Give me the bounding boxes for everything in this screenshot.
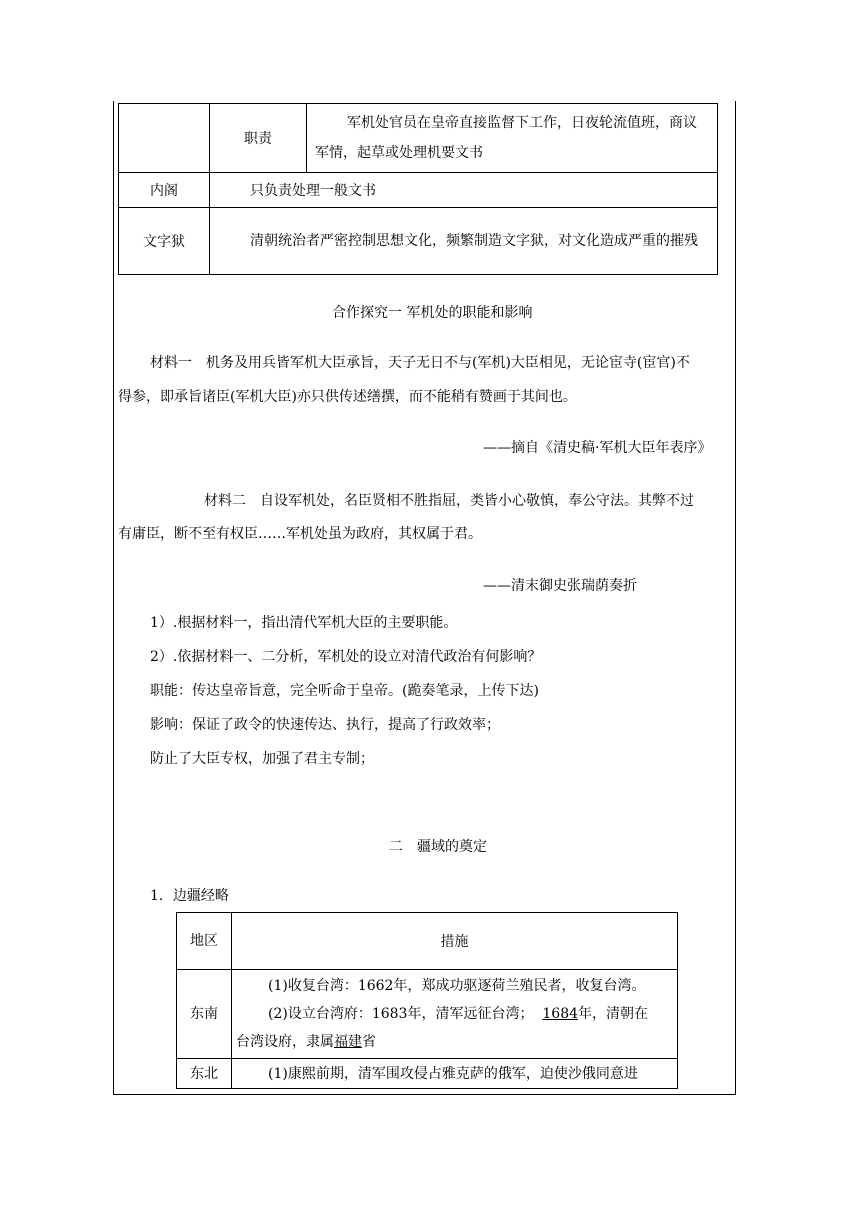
region-southeast	[177, 970, 232, 1059]
material1-source: ——摘自《清史稿·军机大臣年表序》	[483, 440, 712, 456]
southeast-item-3-tail: 省	[362, 1034, 376, 1050]
material2-line1-text: 材料二 自设军机处，名臣贤相不胜指屈，类皆小心敬慎，奉公守法。其弊不过	[204, 493, 694, 509]
southeast-item-2	[236, 1000, 673, 1028]
table-cell-cabinet-text: 只负责处理一般文书	[210, 173, 718, 208]
southeast-item-3	[236, 1028, 673, 1056]
southeast-item-2-tail: 年，清朝在	[578, 1006, 649, 1022]
answer-impact-2: 防止了大臣专权，加强了君主专制；	[150, 751, 374, 767]
section-heading: 合作探究一 军机处的职能和影响	[332, 305, 533, 321]
question-2: 2）.依据材料一、二分析，军机处的设立对清代政治有何影响？	[150, 649, 542, 665]
southeast-item-3-text: 台湾设府，隶属	[236, 1034, 334, 1050]
table-row	[119, 173, 718, 208]
material2-line2: 有庸臣，断不至有权臣……军机处虽为政府，其权属于君。	[118, 526, 482, 542]
province-fujian: 福建	[334, 1034, 362, 1050]
northeast-item-1: (1)康熙前期，清军围攻侵占雅克萨的俄军，迫使沙俄同意进	[232, 1059, 678, 1089]
answer-impact: 影响：保证了政令的快速传达、执行，提高了行政效率；	[150, 717, 500, 733]
subsection-heading: 1．边疆经略	[150, 888, 229, 904]
section-heading-2: 二 疆域的奠定	[389, 839, 487, 855]
question-1: 1）.根据材料一，指出清代军机大臣的主要职能。	[150, 615, 458, 631]
answer-duty: 职能：传达皇帝旨意，完全听命于皇帝。(跪奏笔录，上传下达)	[150, 683, 539, 699]
table-cell-literary-text: 清朝统治者严密控制思想文化，频繁制造文字狱，对文化造成严重的摧残	[210, 208, 718, 275]
header-region-text: 地区	[190, 933, 218, 949]
table-cell-duty-label: 职责	[210, 104, 307, 173]
header-region	[177, 913, 232, 970]
southeast-item-2-text: (2)设立台湾府：1683年，清军远征台湾；	[268, 1006, 534, 1022]
table-row	[177, 970, 678, 1059]
southeast-item-1: (1)收复台湾：1662年，郑成功驱逐荷兰殖民者，收复台湾。	[268, 978, 646, 994]
material2-source: ——清末御史张瑞荫奏折	[483, 578, 637, 594]
region-northeast: 东北	[177, 1059, 232, 1089]
table-row	[177, 1059, 678, 1089]
southeast-measures	[232, 970, 678, 1059]
table-cell-cabinet: 内阁	[119, 173, 210, 208]
year-1684: 1684	[542, 1006, 579, 1022]
region-southeast-text: 东南	[190, 1006, 218, 1022]
header-measure: 措施	[232, 913, 678, 970]
table-cell	[119, 104, 210, 173]
table-row	[119, 208, 718, 275]
institutions-table	[118, 103, 718, 275]
frontier-table	[176, 912, 678, 1089]
material1-line1: 材料一 机务及用兵皆军机大臣承旨，天子无日不与(军机)大臣相见，无论宦寺(宦官)不	[150, 355, 690, 371]
table-row	[177, 913, 678, 970]
material1-line2: 得参，即承旨诸臣(军机大臣)亦只供传述缮撰，而不能稍有赞画于其间也。	[118, 389, 577, 405]
table-cell-duty-text: 军机处官员在皇帝直接监督下工作，日夜轮流值班，商议军情，起草或处理机要文书	[307, 104, 718, 173]
table-cell-literary-inquisition: 文字狱	[119, 208, 210, 275]
table-row	[119, 104, 718, 173]
